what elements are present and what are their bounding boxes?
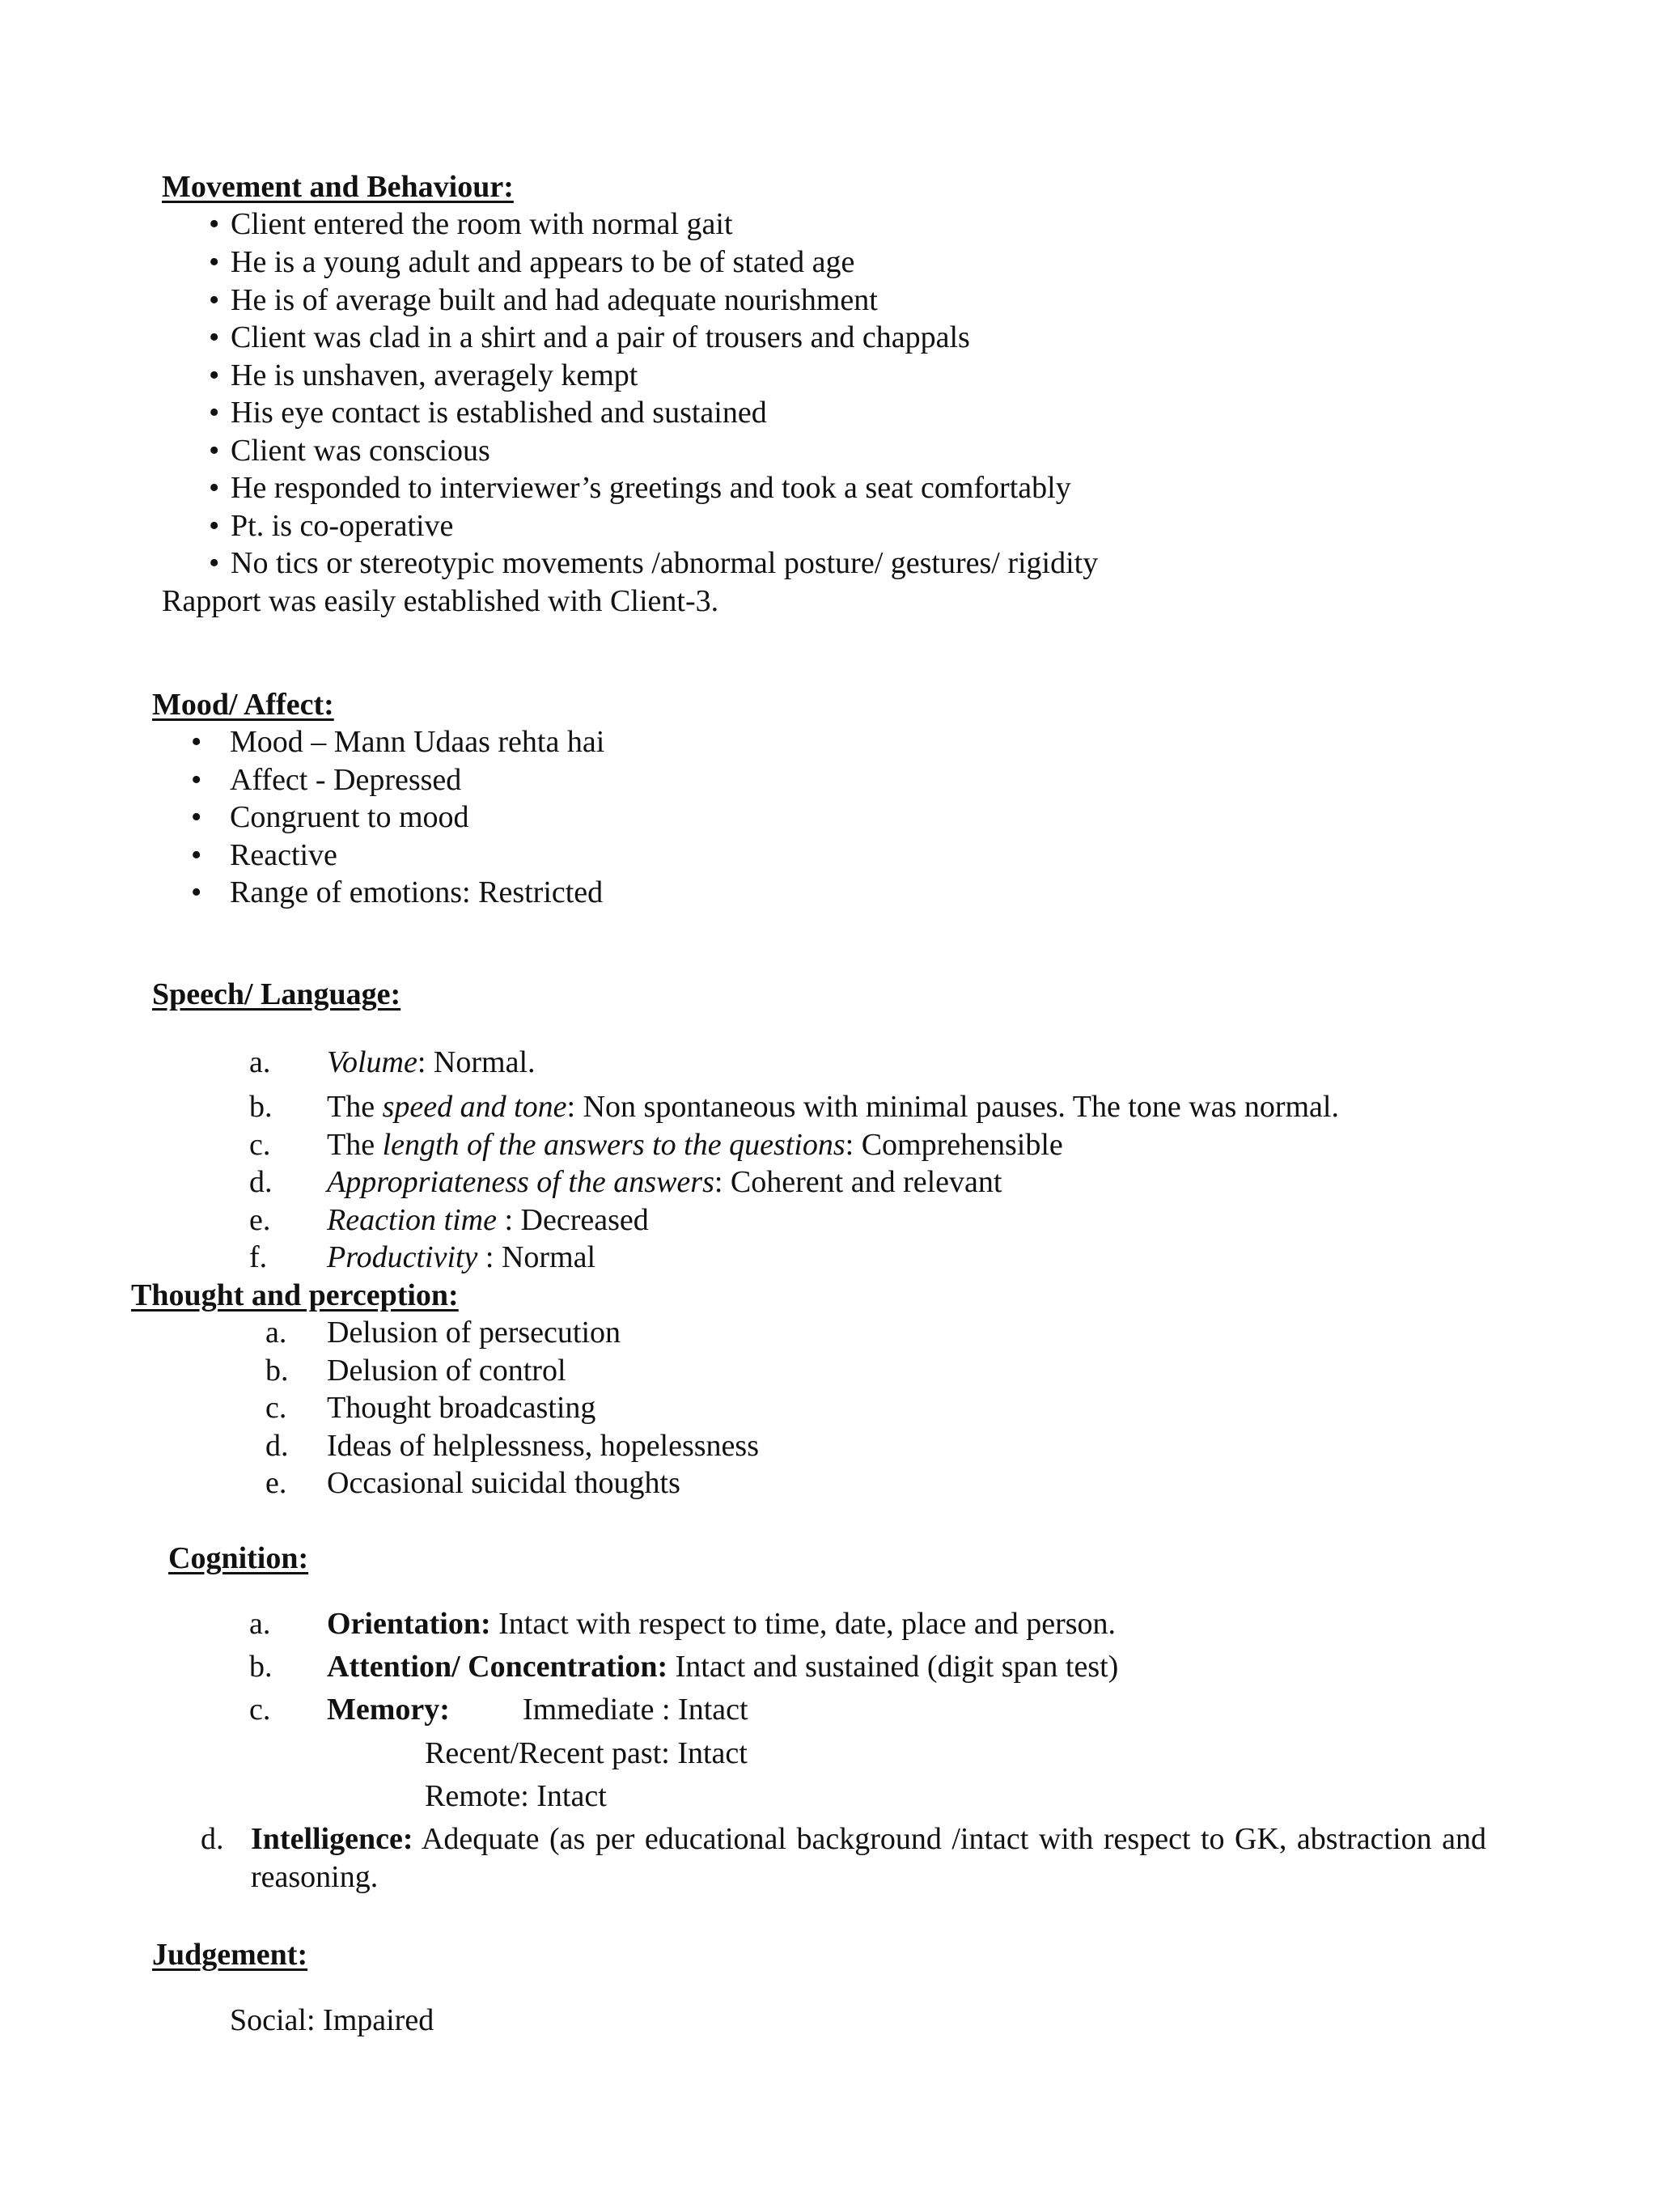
rapport-text: Rapport was easily established with Client-3.: [162, 584, 719, 618]
bullet-icon: •: [209, 546, 220, 580]
memory-remote: Remote: Intact: [425, 1779, 607, 1813]
bullet-icon: •: [209, 509, 220, 543]
bullet-icon: •: [209, 396, 220, 430]
list-item: Volume: Normal.: [327, 1045, 536, 1079]
memory-immediate: Immediate : Intact: [523, 1693, 748, 1727]
memory-label: Memory:: [327, 1693, 450, 1727]
bullet-icon: •: [209, 320, 220, 354]
bullet-icon: •: [191, 725, 202, 759]
bullet-icon: •: [209, 358, 220, 392]
list-marker: d.: [265, 1429, 289, 1463]
bullet-icon: •: [209, 207, 220, 241]
section-heading-judgement: Judgement:: [152, 1938, 308, 1972]
list-item: Thought broadcasting: [327, 1391, 596, 1425]
list-marker: d.: [201, 1822, 224, 1856]
list-marker: f.: [249, 1240, 268, 1274]
document-page: Movement and Behaviour: • Client entered the room with normal gait • He is a young adult and appears to be of stated age • He is of average built and had adequate nourishment • Client was clad in a shirt and a pair of trousers and chappals • He is unshaven, averagely kempt • His eye contact is established and sustained • Client was conscious • He responded to interviewer’s greetings and took a seat comfortably • Pt. is co-operative • No tics or stereotypic movements /abnormal posture/ gestures/ rigidity Rapport was easily established with Client-3. Mood/ Affect: • Mood – Mann Udaas rehta hai • Affect - Depressed • Congruent to mood • Reactive • Range of emotions: Restricted Speech/ Language: a. Volume: Normal. b. The speed and tone: Non spontaneous with minimal pauses. The tone was normal. c. The length of the answers to the questions: Comprehensible d. Appropriateness of the answers: Coherent and relevant e. Reaction time : Decreased f. Productivity : Normal Thought and perception: a. Delusion of persecution b. Delusion of control c. Thought broadcasting d. Ideas of helplessness, hopelessness e. Occasional suicidal thoughts Cognition: a. Orientation: Intact with respect to time, date, place and person. b. Attention/ Concentration: Intact and sustained (digit span test) c. Memory: Immediate : Intact Recent/Recent past: Intact Remote: Intact d. Intelligence: Adequate (as per educational background /intact with respect to GK, abstraction and reasoning. Judgement: Social: Impaired: [0, 0, 1657, 2212]
section-heading-movement: Movement and Behaviour:: [162, 170, 514, 204]
list-marker: e.: [265, 1466, 287, 1500]
list-marker: a.: [265, 1316, 287, 1350]
section-heading-speech: Speech/ Language:: [152, 977, 401, 1011]
section-heading-cognition: Cognition:: [168, 1541, 309, 1575]
bullet-icon: •: [209, 471, 220, 505]
list-item: Productivity : Normal: [327, 1240, 596, 1274]
list-item: Orientation: Intact with respect to time, date, place and person.: [327, 1607, 1117, 1641]
list-item-continuation: reasoning.: [251, 1860, 379, 1894]
list-item: Delusion of persecution: [327, 1316, 621, 1350]
list-marker: b.: [265, 1354, 289, 1388]
list-marker: a.: [249, 1045, 271, 1079]
section-heading-thought: Thought and perception:: [131, 1278, 459, 1312]
list-marker: a.: [249, 1607, 271, 1641]
list-item: Ideas of helplessness, hopelessness: [327, 1429, 760, 1463]
list-marker: b.: [249, 1650, 273, 1684]
bullet-icon: •: [209, 283, 220, 317]
list-marker: c.: [265, 1391, 287, 1425]
list-item: Delusion of control: [327, 1354, 566, 1388]
bullet-icon: •: [191, 800, 202, 834]
bullet-icon: •: [209, 434, 220, 468]
section-heading-mood: Mood/ Affect:: [152, 688, 334, 722]
bullet-icon: •: [191, 763, 202, 797]
list-item: Appropriateness of the answers: Coherent and relevant: [327, 1165, 1002, 1199]
list-marker: c.: [249, 1128, 271, 1162]
list-item: Occasional suicidal thoughts: [327, 1466, 680, 1500]
list-item: The length of the answers to the questions: Comprehensible: [327, 1128, 1063, 1162]
list-item: Intelligence: Adequate (as per educational background /intact with respect to GK, abstraction and: [251, 1822, 1487, 1856]
bullet-icon: •: [191, 875, 202, 909]
list-item: Reaction time : Decreased: [327, 1203, 649, 1237]
list-item: The speed and tone: Non spontaneous with minimal pauses. The tone was normal.: [327, 1090, 1339, 1124]
list-marker: c.: [249, 1693, 271, 1727]
list-marker: b.: [249, 1090, 273, 1124]
memory-recent: Recent/Recent past: Intact: [425, 1736, 748, 1770]
judgement-social: Social: Impaired: [230, 2003, 434, 2037]
list-marker: e.: [249, 1203, 271, 1237]
bullet-icon: •: [191, 838, 202, 872]
list-item: Attention/ Concentration: Intact and sustained (digit span test): [327, 1650, 1119, 1684]
list-marker: d.: [249, 1165, 273, 1199]
bullet-icon: •: [209, 245, 220, 279]
